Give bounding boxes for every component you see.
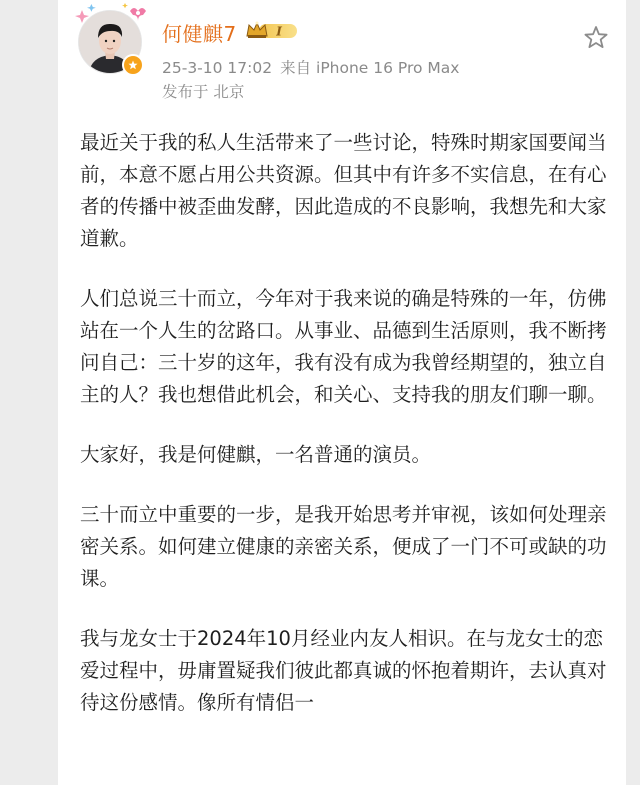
avatar-frame-decoration-icon: [72, 1, 152, 31]
post-timestamp: 25-3-10 17:02: [162, 59, 273, 77]
post-paragraph: 最近关于我的私人生活带来了一些讨论，特殊时期家国要闻当前，本意不愿占用公共资源。但其中有许多不实信息，在有心者的传播中被歪曲发酵，因此造成的不良影响，我想先和大家道歉。: [80, 131, 607, 250]
post-paragraph: 我与龙女士于2024年10月经业内友人相识。在与龙女士的恋爱过程中，毋庸置疑我们彼此都真诚的怀抱着期许，去认真对待这份感情。像所有情侣一: [80, 627, 607, 714]
vip-level-text: I: [276, 24, 282, 39]
star-outline-icon[interactable]: [582, 24, 610, 52]
post-meta: [162, 56, 467, 78]
post-source: 来自 iPhone 16 Pro Max: [280, 59, 460, 77]
post-location: 发布于 北京: [162, 83, 245, 101]
post-paragraph: 大家好，我是何健麒，一名普通的演员。: [80, 443, 432, 466]
post-paragraph: 三十而立中重要的一步，是我开始思考并审视，该如何处理亲密关系。如何建立健康的亲密关系，便成了一门不可或缺的功课。: [80, 503, 607, 590]
post-body: [80, 127, 610, 747]
post-header: [58, 0, 626, 110]
post-paragraph: 人们总说三十而立，今年对于我来说的确是特殊的一年，仿佛站在一个人生的岔路口。从事业、品德到生活原则，我不断拷问自己：三十岁的这年，我有没有成为我曾经期望的，独立自主的人？我也想借此机会，和关心、支持我的朋友们聊一聊。: [80, 287, 607, 406]
crown-vip-icon[interactable]: [245, 20, 299, 42]
verified-badge-icon: [122, 54, 144, 76]
author-avatar-container[interactable]: [78, 10, 142, 74]
weibo-post-card: [58, 0, 626, 785]
author-name[interactable]: 何健麒7: [162, 22, 237, 46]
